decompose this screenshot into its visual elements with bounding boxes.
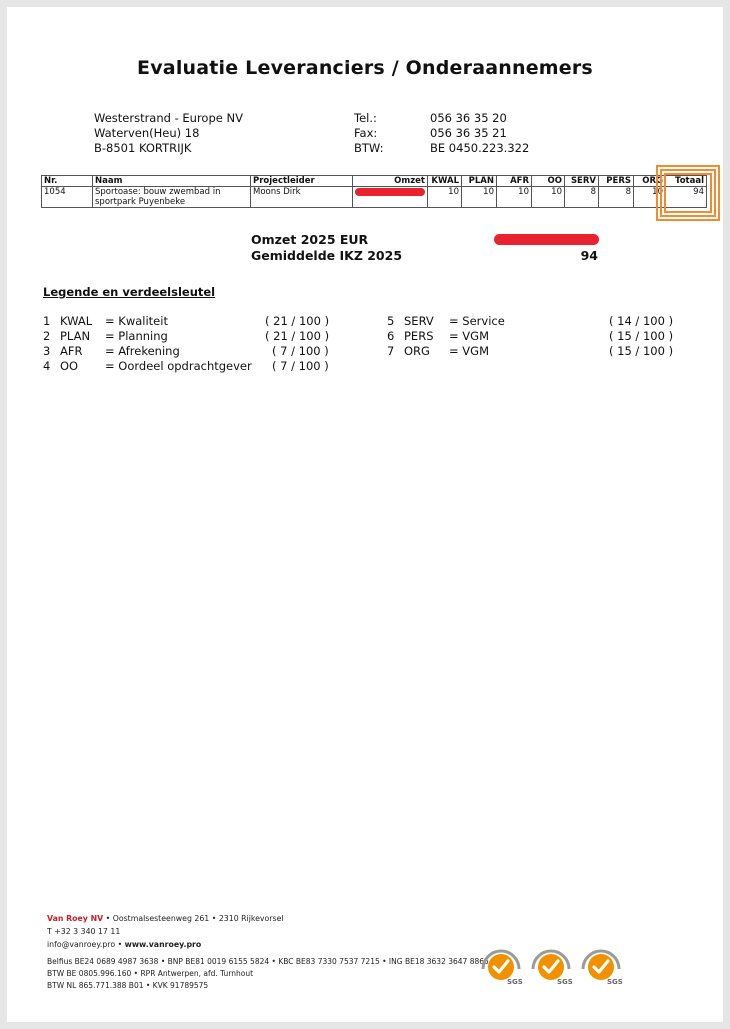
document-page [7,7,723,1022]
cell-oo: 10 [532,187,565,208]
supplier-address: Waterven(Heu) 18 [94,126,200,140]
omzet-label: Omzet 2025 EUR [251,232,369,247]
footer-company-line [47,914,284,923]
legend-desc: = VGM [449,344,489,358]
footer-company: Van Roey NV [47,914,104,923]
legend-code: SERV [404,314,434,328]
col-serv: SERV [565,176,599,187]
cell-omzet [353,187,428,208]
legend-desc: = Kwaliteit [105,314,168,328]
cell-kwal: 10 [428,187,462,208]
sgs-badge-icon [529,943,573,985]
btw-label: BTW: [354,141,384,155]
legend-weight: ( 21 / 100 ) [265,329,330,343]
sgs-badge-icon [579,943,623,985]
ikz-value: 94 [580,248,598,263]
sgs-certification-badge [479,943,523,985]
sgs-label: SGS [507,978,523,985]
footer-btw-nl: BTW NL 865.771.388 B01 • KVK 91789575 [47,981,209,990]
footer-address: • Oostmalsesteenweg 261 • 2310 Rijkevorsel [103,914,284,923]
legend-num: 2 [43,329,51,343]
legend-code: PERS [404,329,434,343]
fax-value: 056 36 35 21 [430,126,507,140]
footer-phone: T +32 3 340 17 11 [47,927,121,936]
supplier-name: Westerstrand - Europe NV [94,111,243,125]
footer-btw: BTW BE 0805.996.160 • RPR Antwerpen, afd. Turnhout [47,969,254,978]
cell-totaal: 94 [666,187,707,208]
sgs-label: SGS [557,978,573,985]
col-naam: Naam [93,176,251,187]
legend-num: 7 [387,344,395,358]
legend-code: AFR [60,344,83,358]
legend-num: 4 [43,359,51,373]
cell-org: 10 [634,187,666,208]
legend-weight: ( 7 / 100 ) [272,359,329,373]
legend-title: Legende en verdeelsleutel [43,285,216,299]
totaal-highlight-inner [664,173,712,213]
col-plan: PLAN [462,176,497,187]
btw-value: BE 0450.223.322 [430,141,530,155]
fax-label: Fax: [354,126,378,140]
col-totaal: Totaal [666,176,707,187]
cell-projectleider: Moons Dirk [251,187,353,208]
footer-email: info@vanroey.pro • [47,940,125,949]
tel-value: 056 36 35 20 [430,111,507,125]
cell-naam-line1: Sportoase: bouw zwembad in [95,187,221,197]
legend-weight: ( 14 / 100 ) [609,314,674,328]
document-title: Evaluatie Leveranciers / Onderaannemers [137,57,593,79]
legend-desc: = Oordeel opdrachtgever [105,359,252,373]
legend-code: KWAL [60,314,93,328]
legend-weight: ( 7 / 100 ) [272,344,329,358]
legend-desc: = Afrekening [105,344,180,358]
legend-desc: = Service [449,314,505,328]
cell-pers: 8 [599,187,634,208]
legend-num: 5 [387,314,395,328]
omzet-redaction [355,188,425,196]
legend-num: 3 [43,344,51,358]
cell-naam [93,187,251,208]
legend-num: 1 [43,314,51,328]
legend-weight: ( 21 / 100 ) [265,314,330,328]
legend-desc: = VGM [449,329,489,343]
legend-weight: ( 15 / 100 ) [609,344,674,358]
evaluation-table [41,175,707,208]
col-pers: PERS [599,176,634,187]
col-nr: Nr. [42,176,93,187]
col-kwal: KWAL [428,176,462,187]
supplier-city: B-8501 KORTRIJK [94,141,192,155]
footer-banks: Belfius BE24 0689 4987 3638 • BNP BE81 0019 6155 5824 • KBC BE83 7330 7537 7215 • ING BE18 3632 3647 8865 [47,957,489,966]
legend-num: 6 [387,329,395,343]
tel-label: Tel.: [354,111,377,125]
legend-code: PLAN [60,329,91,343]
sgs-label: SGS [607,978,623,985]
col-projectleider: Projectleider [251,176,353,187]
table-header-row [42,176,707,187]
table-row [42,187,707,208]
col-oo: OO [532,176,565,187]
sgs-certification-badge [579,943,623,985]
cell-afr: 10 [497,187,532,208]
col-afr: AFR [497,176,532,187]
col-omzet: Omzet [353,176,428,187]
legend-code: OO [60,359,79,373]
legend-code: ORG [404,344,430,358]
sgs-badge-icon [479,943,523,985]
sgs-certification-badge [529,943,573,985]
col-org: ORG [634,176,666,187]
ikz-label: Gemiddelde IKZ 2025 [251,248,403,263]
cell-plan: 10 [462,187,497,208]
cell-nr: 1054 [42,187,93,208]
legend-weight: ( 15 / 100 ) [609,329,674,343]
legend-desc: = Planning [105,329,168,343]
footer-contact-line [47,940,201,949]
omzet-total-redaction [494,234,599,245]
cell-naam-line2: sportpark Puyenbeke [95,197,186,207]
cell-serv: 8 [565,187,599,208]
footer-web: www.vanroey.pro [124,940,202,949]
